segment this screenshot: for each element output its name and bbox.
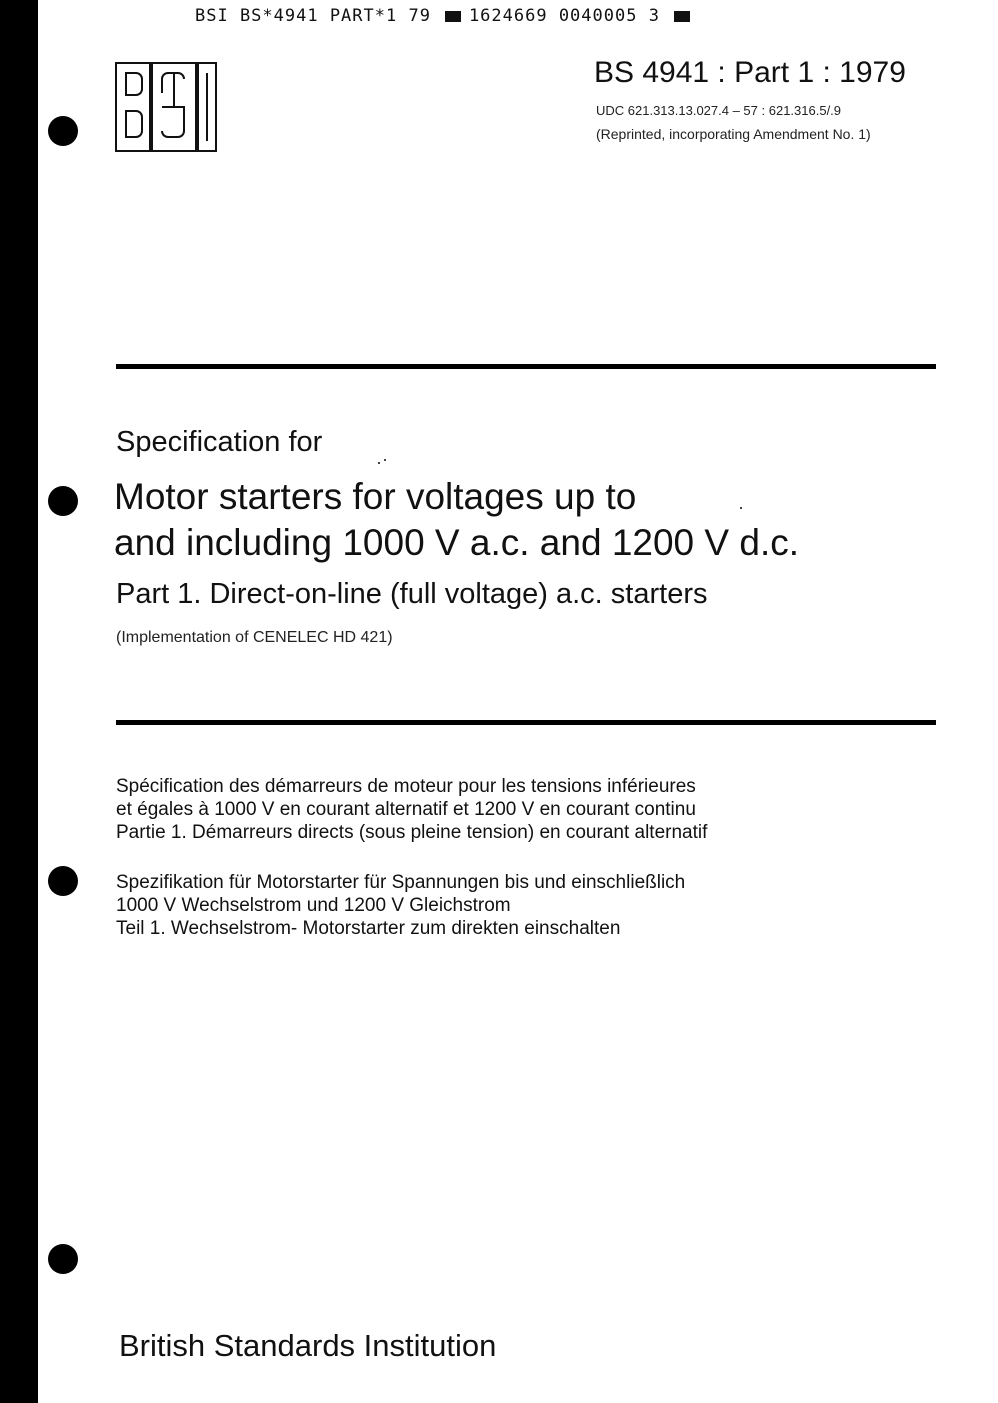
punch-hole-1 (48, 116, 78, 146)
german-line-1: Spezifikation für Motorstarter für Spannungen bis und einschließlich (116, 872, 686, 893)
top-rule (116, 364, 936, 369)
bsi-logo (114, 59, 220, 155)
catalogue-code: BSI BS*4941 PART*1 79 (195, 6, 431, 26)
reprint-note: (Reprinted, incorporating Amendment No. 1) (596, 126, 871, 142)
scan-speck (378, 462, 380, 464)
scan-edge (0, 0, 38, 1403)
strip-block-1 (445, 11, 461, 22)
spec-for-label: Specification for (116, 426, 323, 458)
scan-speck (740, 507, 742, 509)
french-line-2: et égales à 1000 V en courant alternatif et 1200 V en courant continu (116, 799, 696, 820)
punch-hole-3 (48, 866, 78, 896)
french-line-1: Spécification des démarreurs de moteur pour les tensions inférieures (116, 776, 696, 797)
punch-hole-2 (48, 486, 78, 516)
publisher-name: British Standards Institution (119, 1328, 497, 1363)
punch-hole-4 (48, 1244, 78, 1274)
title-line-1: Motor starters for voltages up to (114, 476, 637, 517)
german-line-2: 1000 V Wechselstrom und 1200 V Gleichstrom (116, 895, 511, 916)
french-line-3: Partie 1. Démarreurs directs (sous pleine tension) en courant alternatif (116, 822, 708, 843)
implementation-note: (Implementation of CENELEC HD 421) (116, 629, 393, 646)
german-line-3: Teil 1. Wechselstrom- Motorstarter zum direkten einschalten (116, 918, 621, 939)
middle-rule (116, 720, 936, 725)
part-title: Part 1. Direct-on-line (full voltage) a.c. starters (116, 578, 708, 610)
standard-number: BS 4941 : Part 1 : 1979 (594, 56, 906, 89)
catalogue-strip (195, 6, 698, 28)
title-line-2: and including 1000 V a.c. and 1200 V d.c. (114, 522, 800, 563)
document-title (114, 474, 799, 566)
german-title (116, 871, 685, 940)
french-title (116, 775, 707, 844)
catalogue-numbers: 1624669 0040005 3 (468, 6, 660, 26)
udc-classification: UDC 621.313.13.027.4 – 57 : 621.316.5/.9 (596, 103, 842, 118)
scan-speck (384, 459, 386, 461)
strip-block-2 (674, 11, 690, 22)
